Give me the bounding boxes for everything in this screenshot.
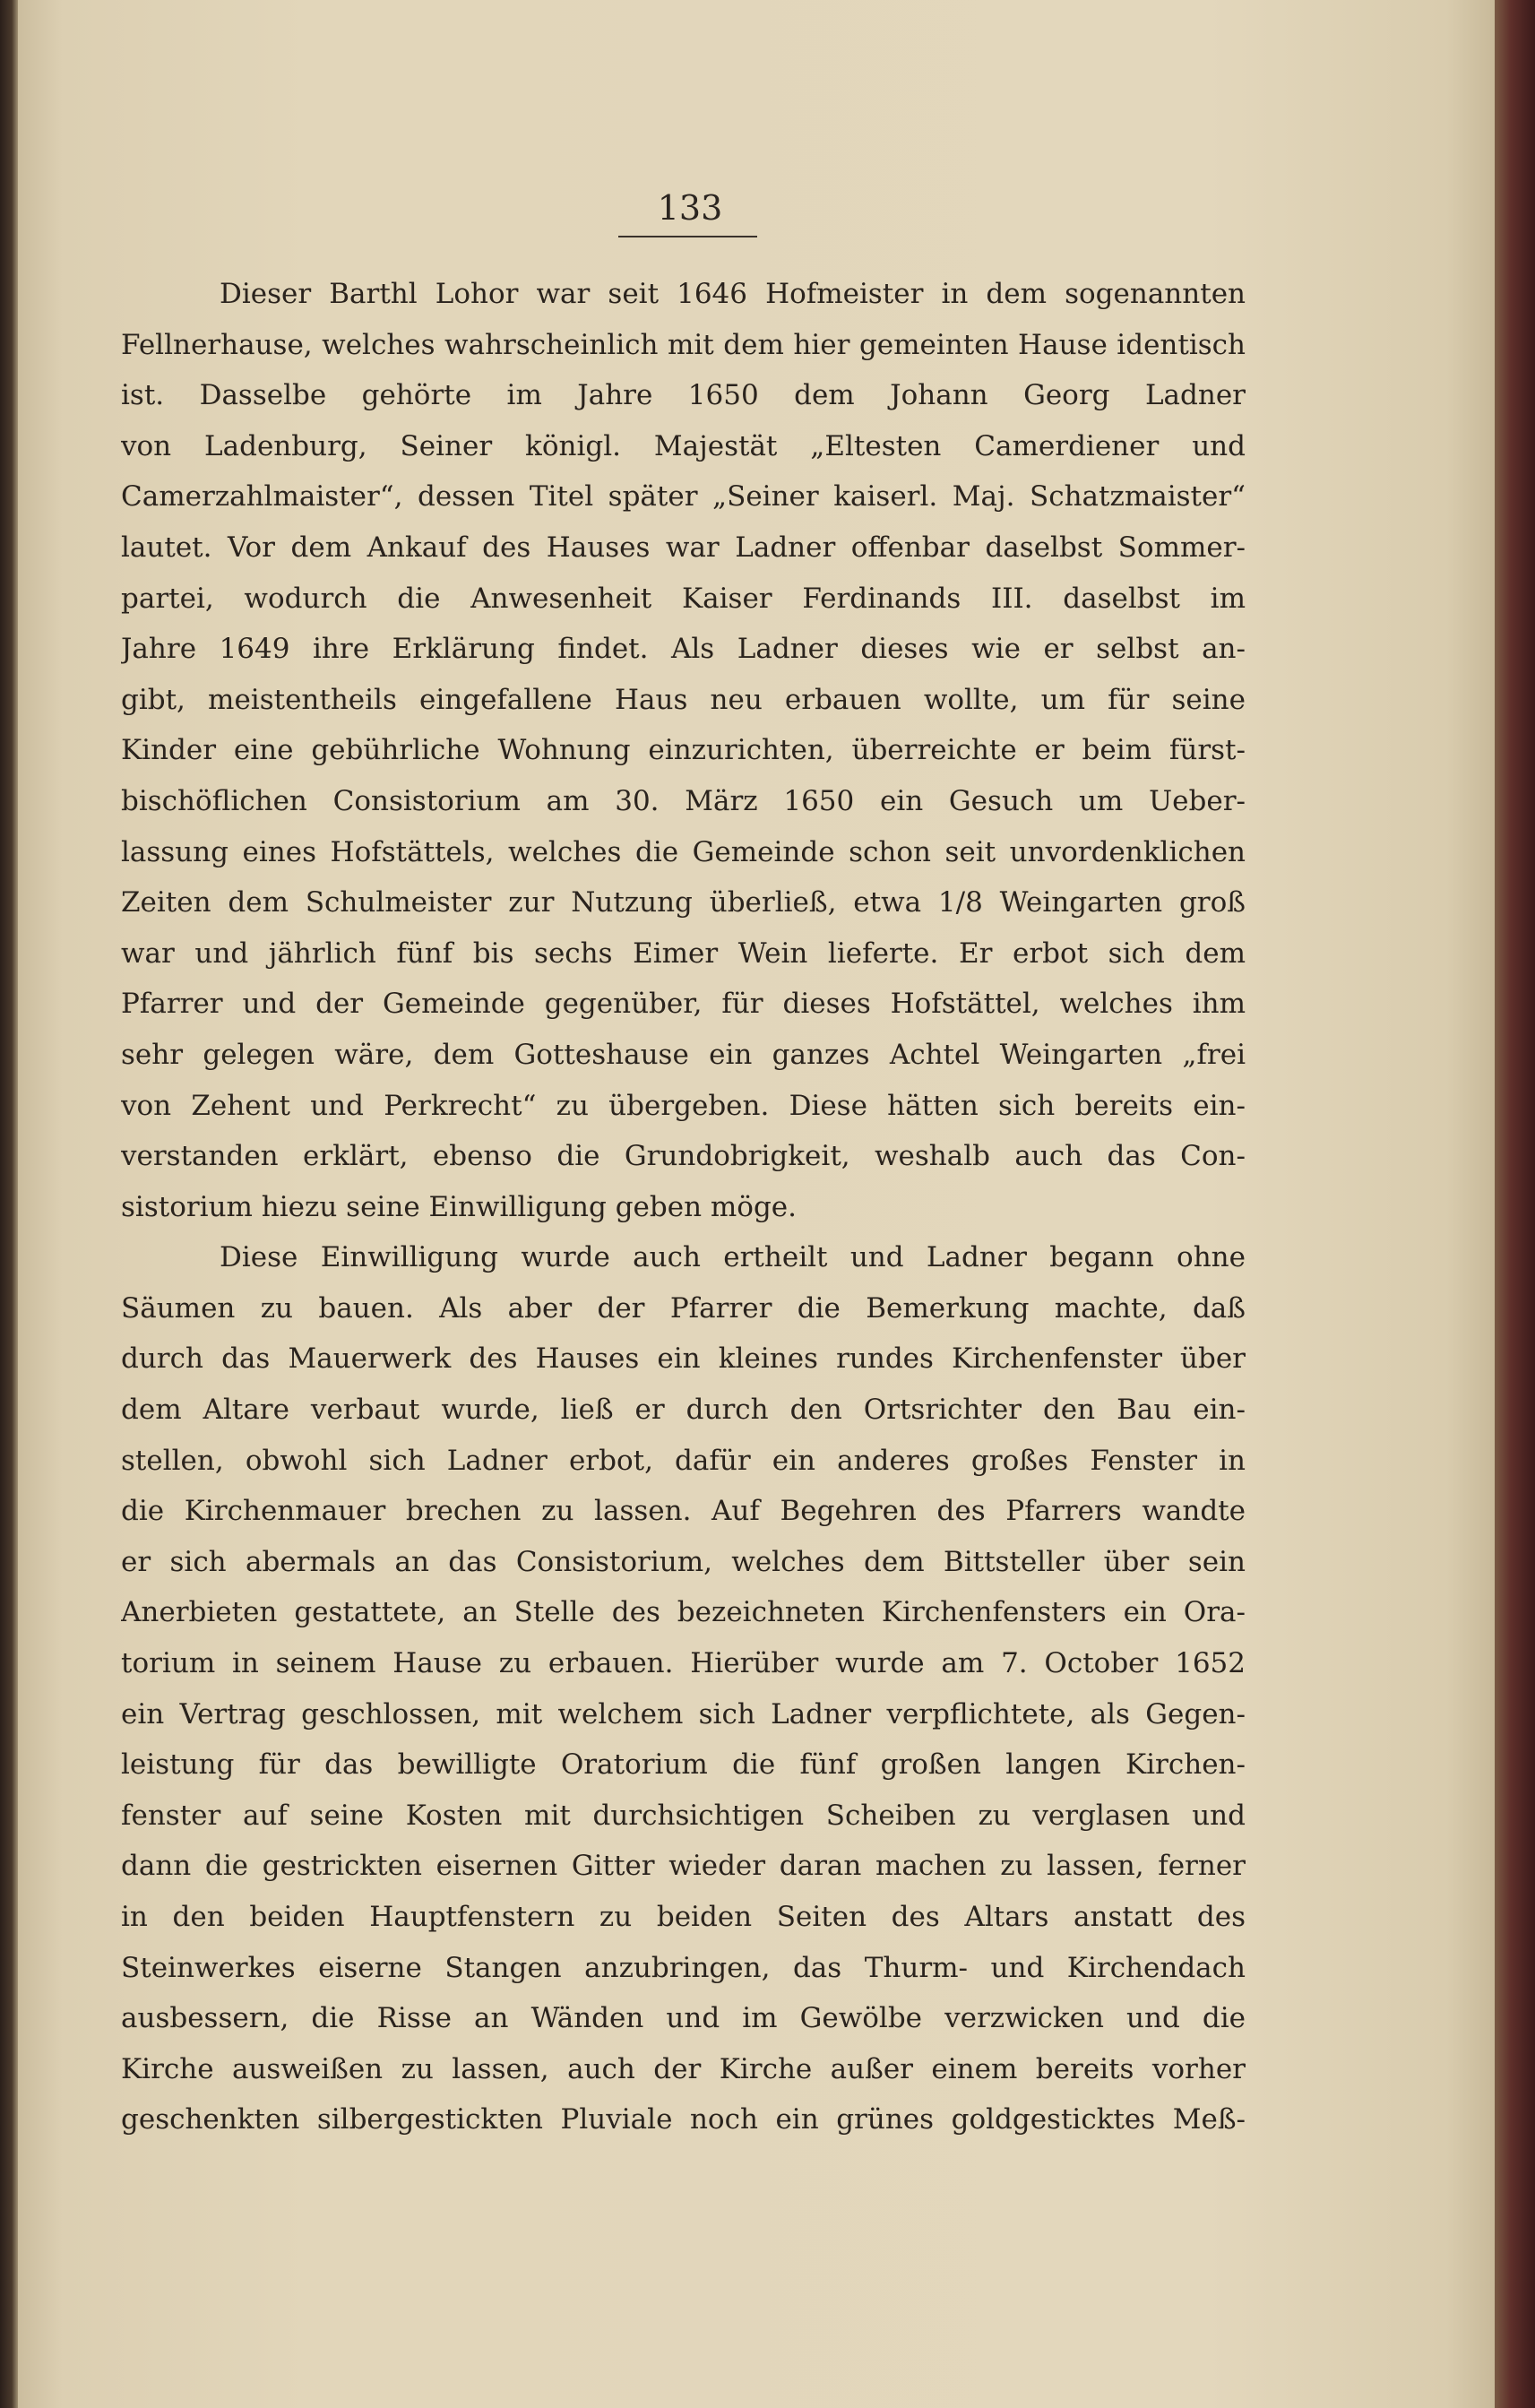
text-line: von Zehent und Perkrecht“ zu übergeben. Diese hätten sich bereits ein- <box>121 1089 1246 1122</box>
text-line: Diese Einwilligung wurde auch ertheilt und Ladner begann ohne <box>220 1241 1246 1274</box>
text-line: Anerbieten gestattete, an Stelle des bezeichneten Kirchenfensters ein Ora- <box>121 1596 1246 1629</box>
text-line: war und jährlich fünf bis sechs Eimer Wein lieferte. Er erbot sich dem <box>121 936 1246 970</box>
text-line: Kirche ausweißen zu lassen, auch der Kirche außer einem bereits vorher <box>121 2052 1246 2085</box>
text-line: torium in seinem Hause zu erbauen. Hierüber wurde am 7. October 1652 <box>121 1647 1246 1680</box>
book-gutter-left <box>0 0 20 2408</box>
text-line: Zeiten dem Schulmeister zur Nutzung überließ, etwa 1/8 Weingarten groß <box>121 886 1246 919</box>
text-line: gibt, meistentheils eingefallene Haus neu erbauen wollte, um für seine <box>121 683 1246 716</box>
text-line: sistorium hiezu seine Einwilligung geben möge. <box>121 1190 797 1223</box>
text-line: ist. Dasselbe gehörte im Jahre 1650 dem Johann Georg Ladner <box>121 379 1246 412</box>
page-number: 133 <box>657 188 723 228</box>
text-line: fenster auf seine Kosten mit durchsichtigen Scheiben zu verglasen und <box>121 1799 1246 1832</box>
text-line: Camerzahlmaister“, dessen Titel später „Seiner kaiserl. Maj. Schatzmaister“ <box>121 480 1246 514</box>
text-line: durch das Mauerwerk des Hauses ein kleines rundes Kirchenfenster über <box>121 1342 1246 1376</box>
text-line: Pfarrer und der Gemeinde gegenüber, für dieses Hofstättel, welches ihm <box>121 988 1246 1021</box>
text-line: dem Altare verbaut wurde, ließ er durch den Ortsrichter den Bau ein- <box>121 1394 1246 1427</box>
text-line: verstanden erklärt, ebenso die Grundobrigkeit, weshalb auch das Con- <box>121 1140 1246 1173</box>
text-line: Jahre 1649 ihre Erklärung findet. Als Ladner dieses wie er selbst an- <box>121 633 1246 666</box>
text-line: Steinwerkes eiserne Stangen anzubringen, das Thurm- und Kirchendach <box>121 1951 1246 1984</box>
text-line: geschenkten silbergestickten Pluviale noch ein grünes goldgesticktes Meß- <box>121 2103 1246 2136</box>
text-line: partei, wodurch die Anwesenheit Kaiser Ferdinands III. daselbst im <box>121 582 1246 615</box>
text-line: Kinder eine gebührliche Wohnung einzurichten, überreichte er beim fürst- <box>121 734 1246 767</box>
text-line: Dieser Barthl Lohor war seit 1646 Hofmeister in dem sogenannten <box>220 278 1246 310</box>
text-line: bischöflichen Consistorium am 30. März 1650 ein Gesuch um Ueber- <box>121 784 1246 817</box>
text-line: von Ladenburg, Seiner königl. Majestät „Eltesten Camerdiener und <box>121 429 1246 462</box>
text-line: Fellnerhause, welches wahrscheinlich mit dem hier gemeinten Hause identisch <box>121 328 1246 361</box>
text-line: Säumen zu bauen. Als aber der Pfarrer die Bemerkung machte, daß <box>121 1291 1246 1325</box>
header-rule <box>618 236 757 237</box>
text-line: in den beiden Hauptfenstern zu beiden Seiten des Altars anstatt des <box>121 1901 1246 1933</box>
text-line: lassung eines Hofstättels, welches die Gemeinde schon seit unvordenklichen <box>121 835 1246 868</box>
text-line: stellen, obwohl sich Ladner erbot, dafür ein anderes großes Fenster in <box>121 1444 1246 1477</box>
text-line: er sich abermals an das Consistorium, welches dem Bittsteller über sein <box>121 1545 1246 1578</box>
text-line: die Kirchenmauer brechen zu lassen. Auf Begehren des Pfarrers wandte <box>121 1495 1246 1528</box>
text-line: ein Vertrag geschlossen, mit welchem sich Ladner verpflichtete, als Gegen- <box>121 1697 1246 1730</box>
text-line: sehr gelegen wäre, dem Gotteshause ein ganzes Achtel Weingarten „frei <box>121 1038 1246 1071</box>
text-line: leistung für das bewilligte Oratorium die fünf großen langen Kirchen- <box>121 1748 1246 1782</box>
body-text <box>121 269 1246 2145</box>
book-edge-right <box>1495 0 1535 2408</box>
text-line: dann die gestrickten eisernen Gitter wieder daran machen zu lassen, ferner <box>121 1850 1246 1883</box>
text-line: ausbessern, die Risse an Wänden und im Gewölbe verzwicken und die <box>121 2002 1246 2035</box>
text-line: lautet. Vor dem Ankauf des Hauses war Ladner offenbar daselbst Sommer- <box>121 531 1246 564</box>
